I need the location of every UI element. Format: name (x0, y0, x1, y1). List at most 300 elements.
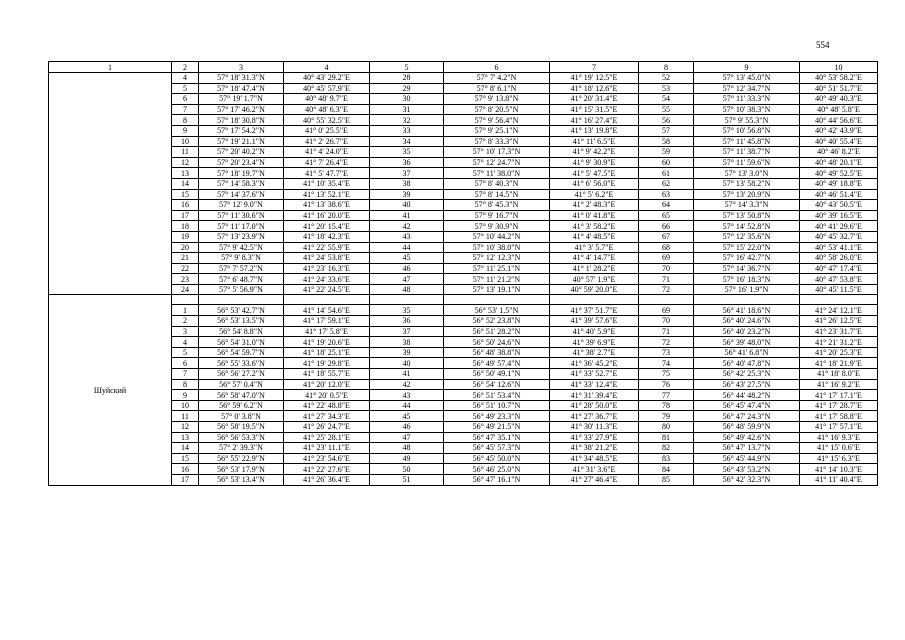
table-cell: 57° 10' 38.0"N (444, 242, 550, 253)
table-cell: 41° 36' 45.2"E (550, 358, 639, 369)
table-cell: 81 (639, 432, 694, 443)
table-cell: 40° 45' 11.5"E (800, 284, 878, 295)
table-cell: 33 (370, 125, 444, 136)
table-cell: 57° 18' 30.8"N (199, 115, 284, 126)
table-cell: 41° 3' 58.2"E (550, 221, 639, 232)
table-cell: 40° 48' 9.7"E (284, 94, 370, 105)
table-cell: 67 (639, 231, 694, 242)
table-cell: 56° 53' 42.7"N (199, 305, 284, 316)
table-cell: 41 (370, 210, 444, 221)
column-header: 1 (49, 62, 172, 73)
table-cell: 47 (370, 274, 444, 285)
table-cell: 38 (370, 337, 444, 348)
table-cell: 7 (172, 369, 199, 380)
table-cell: 57° 11' 38.7"N (694, 147, 800, 158)
table-cell: 56° 53' 13.4"N (199, 474, 284, 485)
table-cell: 62 (639, 178, 694, 189)
table-cell: 72 (639, 337, 694, 348)
table-cell: 3 (172, 326, 199, 337)
table-cell: 57° 13' 50.8"N (694, 210, 800, 221)
table-cell: 5 (172, 347, 199, 358)
table-cell: 57° 9' 13.8"N (444, 94, 550, 105)
table-cell: 56° 54' 12.6"N (444, 379, 550, 390)
table-cell: 57° 8' 6.1"N (444, 83, 550, 94)
table-cell: 40° 41' 29.6"E (800, 221, 878, 232)
table-cell: 71 (639, 274, 694, 285)
table-cell: 41° 15' 31.5"E (550, 104, 639, 115)
table-cell: 41° 20' 31.4"E (550, 94, 639, 105)
table-cell: 57° 14' 58.3"N (199, 178, 284, 189)
table-cell: 57° 9' 30.9"N (444, 221, 550, 232)
table-cell: 37 (370, 168, 444, 179)
table-cell: 8 (172, 115, 199, 126)
table-cell: 41° 17' 17.1"E (800, 390, 878, 401)
table-cell: 17 (172, 210, 199, 221)
table-cell: 41° 18' 25.1"E (284, 347, 370, 358)
table-cell: 56° 39' 48.0"N (694, 337, 800, 348)
table-cell: 57° 8' 14.5"N (444, 189, 550, 200)
table-cell: 41° 18' 55.7"E (284, 369, 370, 380)
table-cell: 41° 22' 48.8"E (284, 400, 370, 411)
table-cell: 4 (172, 73, 199, 84)
table-cell: 56° 55' 22.9"N (199, 453, 284, 464)
table-cell: 57° 13' 45.0"N (694, 73, 800, 84)
table-cell: 8 (172, 379, 199, 390)
table-cell: 57° 11' 33.3"N (694, 94, 800, 105)
table-cell: 57° 9' 8.3"N (199, 253, 284, 264)
table-cell: 56° 43' 27.5"N (694, 379, 800, 390)
table-cell: 41° 21' 31.2"E (800, 337, 878, 348)
table-cell: 40° 47' 17.4"E (800, 263, 878, 274)
table-cell: 41° 20' 12.0"E (284, 379, 370, 390)
table-cell: 66 (639, 221, 694, 232)
table-cell: 37 (370, 326, 444, 337)
table-cell: 54 (639, 94, 694, 105)
table-row (49, 464, 878, 475)
table-cell: 57° 9' 16.7"N (444, 210, 550, 221)
table-cell: 41° 23' 16.3"E (284, 263, 370, 274)
table-cell: 6 (172, 358, 199, 369)
table-cell: 41° 24' 12.1"E (800, 305, 878, 316)
table-cell: 40° 49' 18.8"E (800, 178, 878, 189)
table-cell: 55 (639, 104, 694, 115)
table-cell: 41° 25' 28.1"E (284, 432, 370, 443)
table-row (49, 305, 878, 316)
table-row (49, 231, 878, 242)
table-cell: 57° 13' 20.9"N (694, 189, 800, 200)
table-row (49, 390, 878, 401)
table-cell: 69 (639, 253, 694, 264)
table-cell: 12 (172, 422, 199, 433)
table-cell (444, 295, 550, 305)
table-cell: 41° 11' 40.4"E (800, 474, 878, 485)
page-number: 554 (816, 40, 830, 50)
table-cell: 56° 41' 6.8"N (694, 347, 800, 358)
table-cell: 6 (172, 94, 199, 105)
column-header: 9 (694, 62, 800, 73)
table-cell: 57° 17' 46.2"N (199, 104, 284, 115)
table-cell: 49 (370, 453, 444, 464)
table-cell: 57° 9' 42.5"N (199, 242, 284, 253)
table-cell: 56° 52' 23.8"N (444, 316, 550, 327)
table-cell: 41° 1' 28.2"E (550, 263, 639, 274)
table-cell: 57° 20' 23.4"N (199, 157, 284, 168)
table-cell: 57° 11' 17.0"N (199, 221, 284, 232)
table-cell: 41° 17' 57.1"E (800, 422, 878, 433)
table-cell: 19 (172, 231, 199, 242)
table-cell: 39 (370, 189, 444, 200)
table-cell: 57° 5' 56.9"N (199, 284, 284, 295)
table-cell: 41° 18' 8.0"E (800, 369, 878, 380)
table-cell: 57° 11' 21.2"N (444, 274, 550, 285)
table-cell: 17 (172, 474, 199, 485)
table-cell: 56° 40' 23.2"N (694, 326, 800, 337)
table-cell: 43 (370, 231, 444, 242)
table-cell: 83 (639, 453, 694, 464)
table-cell: 41° 0' 25.5"E (284, 125, 370, 136)
table-cell: 41° 13' 19.8"E (550, 125, 639, 136)
table-cell: 69 (639, 305, 694, 316)
table-cell: 57° 10' 38.3"N (694, 104, 800, 115)
table-cell: 56° 41' 18.6"N (694, 305, 800, 316)
table-cell: 56° 57' 0.4"N (199, 379, 284, 390)
table-cell: 35 (370, 305, 444, 316)
table-cell: 57° 2' 39.3"N (199, 443, 284, 454)
table-cell: 41° 18' 42.3"E (284, 231, 370, 242)
table-row (49, 411, 878, 422)
table-cell: 57° 14' 52.8"N (694, 221, 800, 232)
table-cell: 57 (639, 125, 694, 136)
table-cell: 34 (370, 136, 444, 147)
table-cell: 56° 47' 35.1"N (444, 432, 550, 443)
table-cell: 4 (172, 337, 199, 348)
table-cell: 41° 26' 24.7"E (284, 422, 370, 433)
table-cell: 51 (370, 474, 444, 485)
table-cell: 56° 53' 17.9"N (199, 464, 284, 475)
table-cell: 40° 49' 40.3"E (800, 94, 878, 105)
table-cell: 61 (639, 168, 694, 179)
table-row (49, 94, 878, 105)
table-cell: 42 (370, 379, 444, 390)
table-cell: 56° 48' 38.8"N (444, 347, 550, 358)
table-cell: 57° 11' 25.1"N (444, 263, 550, 274)
table-cell: 57° 11' 30.6"N (199, 210, 284, 221)
table-cell: 57° 11' 59.6"N (694, 157, 800, 168)
table-cell: 32 (370, 115, 444, 126)
table-row (49, 453, 878, 464)
table-cell: 46 (370, 263, 444, 274)
table-cell: 64 (639, 200, 694, 211)
table-cell: 11 (172, 411, 199, 422)
table-cell: 79 (639, 411, 694, 422)
table-cell: 41° 13' 38.6"E (284, 200, 370, 211)
table-cell: 63 (639, 189, 694, 200)
table-cell: 41° 27' 36.7"E (550, 411, 639, 422)
table-cell: 41° 39' 6.9"E (550, 337, 639, 348)
table-row (49, 337, 878, 348)
table-cell: 56° 51' 28.2"N (444, 326, 550, 337)
table-cell: 56° 47' 16.1"N (444, 474, 550, 485)
table-cell: 56° 49' 21.5"N (444, 422, 550, 433)
table-cell: 41° 16' 27.4"E (550, 115, 639, 126)
table-cell: 77 (639, 390, 694, 401)
table-cell: 41° 33' 12.4"E (550, 379, 639, 390)
table-cell: 9 (172, 390, 199, 401)
table-cell: 57° 12' 9.0"N (199, 200, 284, 211)
table-cell: 40° 45' 57.9"E (284, 83, 370, 94)
table-cell: 56° 45' 57.3"N (444, 443, 550, 454)
table-cell: 57° 14' 36.7"N (694, 263, 800, 274)
table-cell: 5 (172, 83, 199, 94)
table-cell: 41° 20' 25.3"E (800, 347, 878, 358)
table-cell: 41° 20' 15.4"E (284, 221, 370, 232)
table-cell: 57° 11' 38.0"N (444, 168, 550, 179)
table-cell (694, 295, 800, 305)
table-cell: 1 (172, 305, 199, 316)
table-cell: 56° 54' 59.7"N (199, 347, 284, 358)
table-cell: 23 (172, 274, 199, 285)
table-cell: 56 (639, 115, 694, 126)
table-cell: 41° 3' 5.7"E (550, 242, 639, 253)
table-row (49, 443, 878, 454)
table-row (49, 253, 878, 264)
table-cell: 56° 40' 24.6"N (694, 316, 800, 327)
table-cell: 2 (172, 316, 199, 327)
table-cell: 41° 17' 58.8"E (800, 411, 878, 422)
table-cell: 57° 8' 33.3"N (444, 136, 550, 147)
table-cell: 56° 42' 25.3"N (694, 369, 800, 380)
table-cell: 41° 37' 51.7"E (550, 305, 639, 316)
table-cell: 56° 45' 47.4"N (694, 400, 800, 411)
table-cell: 41° 14' 54.6"E (284, 305, 370, 316)
district-name (49, 73, 172, 295)
table-cell: 80 (639, 422, 694, 433)
table-cell: 56° 58' 19.5"N (199, 422, 284, 433)
table-cell: 45 (370, 253, 444, 264)
table-cell: 57° 10' 17.3"N (444, 147, 550, 158)
table-cell: 57° 12' 24.7"N (444, 157, 550, 168)
table-row (49, 221, 878, 232)
table-cell: 56° 43' 53.2"N (694, 464, 800, 475)
table-cell (550, 295, 639, 305)
table-cell: 57° 14' 37.6"N (199, 189, 284, 200)
table-cell: 65 (639, 210, 694, 221)
table-cell: 56° 51' 53.4"N (444, 390, 550, 401)
table-cell: 36 (370, 157, 444, 168)
table-cell: 56° 40' 47.8"N (694, 358, 800, 369)
table-cell: 41° 23' 31.7"E (800, 326, 878, 337)
table-row (49, 136, 878, 147)
table-cell: 16 (172, 464, 199, 475)
table-row (49, 189, 878, 200)
table-cell: 40° 58' 26.0"E (800, 253, 878, 264)
table-cell: 41° 16' 20.0"E (284, 210, 370, 221)
table-row (49, 200, 878, 211)
table-cell: 16 (172, 200, 199, 211)
table-cell: 40° 43' 29.2"E (284, 73, 370, 84)
table-cell: 57° 16' 1.9"N (694, 284, 800, 295)
table-cell: 60 (639, 157, 694, 168)
column-header: 2 (172, 62, 199, 73)
table-cell: 41° 5' 6.2"E (550, 189, 639, 200)
table-cell: 76 (639, 379, 694, 390)
table-cell: 40° 49' 52.5"E (800, 168, 878, 179)
table-cell: 41° 4' 24.0"E (284, 147, 370, 158)
table-cell: 42 (370, 221, 444, 232)
table-cell: 40° 39' 16.5"E (800, 210, 878, 221)
table-cell: 41° 27' 34.3"E (284, 411, 370, 422)
table-cell: 56° 50' 49.1"N (444, 369, 550, 380)
table-cell: 57° 15' 22.0"N (694, 242, 800, 253)
table-cell: 56° 44' 48.2"N (694, 390, 800, 401)
table-cell: 41 (370, 369, 444, 380)
table-row (49, 284, 878, 295)
table-cell: 40° 59' 20.0"E (550, 284, 639, 295)
table-cell: 41° 17' 28.7"E (800, 400, 878, 411)
table-cell: 44 (370, 400, 444, 411)
table-row (49, 295, 878, 305)
table-cell: 12 (172, 157, 199, 168)
table-cell: 56° 45' 44.9"N (694, 453, 800, 464)
table-cell: 56° 59' 6.2"N (199, 400, 284, 411)
table-cell (800, 295, 878, 305)
table-cell: 40° 48' 20.1"E (800, 157, 878, 168)
table-cell: 52 (639, 73, 694, 84)
table-cell: 47 (370, 432, 444, 443)
coordinates-table (48, 61, 878, 486)
table-cell: 45 (370, 411, 444, 422)
table-cell: 41° 23' 11.1"E (284, 443, 370, 454)
table-cell: 57° 12' 35.6"N (694, 231, 800, 242)
table-cell (370, 295, 444, 305)
table-cell: 56° 56' 53.3"N (199, 432, 284, 443)
table-cell: 57° 10' 44.2"N (444, 231, 550, 242)
table-cell: 41° 11' 6.5"E (550, 136, 639, 147)
table-cell: 40° 57' 1.9"E (550, 274, 639, 285)
table-cell: 43 (370, 390, 444, 401)
table-cell: 41° 18' 21.9"E (800, 358, 878, 369)
table-cell: 57° 9' 56.4"N (444, 115, 550, 126)
table-cell: 56° 49' 57.4"N (444, 358, 550, 369)
table-cell: 40° 48' 5.8"E (800, 104, 878, 115)
table-row (49, 400, 878, 411)
table-cell: 40° 53' 58.2"E (800, 73, 878, 84)
table-cell: 41° 22' 55.9"E (284, 242, 370, 253)
table-cell: 56° 58' 47.0"N (199, 390, 284, 401)
table-cell: 59 (639, 147, 694, 158)
table-cell: 41° 28' 50.0"E (550, 400, 639, 411)
table-cell: 38 (370, 178, 444, 189)
table-cell: 75 (639, 369, 694, 380)
table-cell: 15 (172, 453, 199, 464)
table-cell: 41° 14' 10.3"E (800, 464, 878, 475)
table-cell: 56° 53' 1.5"N (444, 305, 550, 316)
table-row (49, 474, 878, 485)
table-cell: 56° 48' 59.9"N (694, 422, 800, 433)
table-cell: 56° 49' 42.6"N (694, 432, 800, 443)
table-cell: 56° 56' 27.2"N (199, 369, 284, 380)
table-cell: 41° 38' 21.2"E (550, 443, 639, 454)
table-cell: 21 (172, 253, 199, 264)
table-cell: 13 (172, 168, 199, 179)
table-cell: 57° 9' 55.3"N (694, 115, 800, 126)
table-cell: 56° 54' 31.0"N (199, 337, 284, 348)
table-cell: 41° 16' 9.2"E (800, 379, 878, 390)
table-cell: 40° 43' 50.5"E (800, 200, 878, 211)
table-row (49, 73, 878, 84)
table-cell: 40° 55' 32.5"E (284, 115, 370, 126)
table-cell: 41° 13' 52.1"E (284, 189, 370, 200)
table-cell: 41° 10' 35.4"E (284, 178, 370, 189)
table-cell: 28 (370, 73, 444, 84)
table-cell: 13 (172, 432, 199, 443)
table-cell: 50 (370, 464, 444, 475)
table-row (49, 369, 878, 380)
table-cell: 41° 30' 11.3"E (550, 422, 639, 433)
table-cell: 57° 20' 40.2"N (199, 147, 284, 158)
table-cell: 41° 16' 9.3"E (800, 432, 878, 443)
table-cell: 7 (172, 104, 199, 115)
table-cell: 41° 27' 46.4"E (550, 474, 639, 485)
table-row (49, 178, 878, 189)
table-cell: 57° 14' 3.3"N (694, 200, 800, 211)
table-cell: 40° 51' 51.7"E (800, 83, 878, 94)
table-cell: 10 (172, 400, 199, 411)
table-cell: 30 (370, 94, 444, 105)
table-cell: 57° 7' 57.2"N (199, 263, 284, 274)
table-cell: 10 (172, 136, 199, 147)
table-cell: 40° 47' 53.8"E (800, 274, 878, 285)
table-cell: 57° 18' 47.4"N (199, 83, 284, 94)
table-cell: 41° 39' 57.6"E (550, 316, 639, 327)
table-row (49, 168, 878, 179)
table-cell: 41° 9' 30.9"E (550, 157, 639, 168)
table-cell: 41° 33' 27.9"E (550, 432, 639, 443)
table-cell: 56° 42' 32.3"N (694, 474, 800, 485)
table-cell (199, 295, 284, 305)
table-cell: 29 (370, 83, 444, 94)
table-cell: 11 (172, 147, 199, 158)
table-cell: 20 (172, 242, 199, 253)
table-cell: 39 (370, 347, 444, 358)
table-cell: 9 (172, 125, 199, 136)
table-row (49, 125, 878, 136)
table-cell: 41° 0' 41.8"E (550, 210, 639, 221)
column-header: 4 (284, 62, 370, 73)
table-cell: 41° 33' 52.7"E (550, 369, 639, 380)
table-cell: 57° 11' 45.8"N (694, 136, 800, 147)
table-cell: 57° 0' 3.8"N (199, 411, 284, 422)
table-cell: 57° 8' 20.5"N (444, 104, 550, 115)
table-cell: 73 (639, 347, 694, 358)
table-cell: 57° 7' 4.2"N (444, 73, 550, 84)
table-cell: 57° 18' 19.7"N (199, 168, 284, 179)
table-row (49, 347, 878, 358)
table-row (49, 104, 878, 115)
table-cell: 41° 26' 12.5"E (800, 316, 878, 327)
table-cell: 57° 16' 42.7"N (694, 253, 800, 264)
table-cell: 57° 8' 40.3"N (444, 178, 550, 189)
table-cell: 15 (172, 189, 199, 200)
table-cell (172, 295, 199, 305)
table-cell: 40° 42' 43.9"E (800, 125, 878, 136)
table-cell: 35 (370, 147, 444, 158)
table-cell: 56° 45' 50.0"N (444, 453, 550, 464)
table-cell: 56° 54' 8.8"N (199, 326, 284, 337)
table-cell: 36 (370, 316, 444, 327)
column-header: 10 (800, 62, 878, 73)
table-cell: 72 (639, 284, 694, 295)
